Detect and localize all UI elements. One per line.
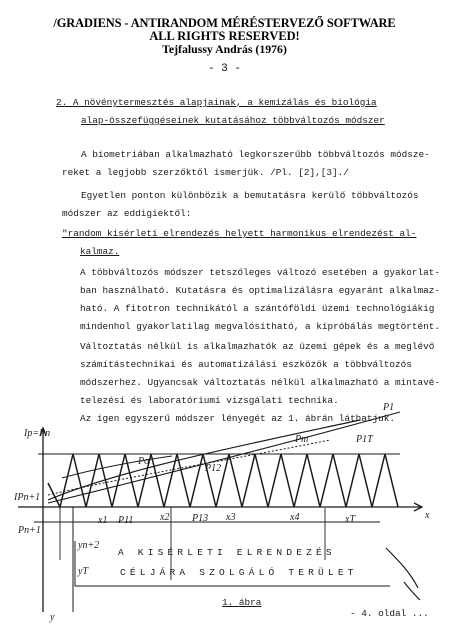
label-p12: P12 xyxy=(205,463,222,474)
section-heading-line1: 2. A növénytermesztés alapjainak, a kemizálás és biológia xyxy=(56,97,377,108)
label-p1t: P1T xyxy=(356,434,373,445)
header-rights: ALL RIGHTS RESERVED! xyxy=(149,29,300,43)
label-yt: yT xyxy=(78,566,88,577)
label-po: Po xyxy=(138,456,150,467)
label-x4: x4 xyxy=(290,512,300,523)
label-yn2: yn+2 xyxy=(78,540,100,551)
label-p1: P1 xyxy=(383,402,395,413)
paragraph4-line4: mindenhol gyakorlatilag megvalósítható, a kipróbálás megtörtént. xyxy=(80,321,441,332)
paragraph2-line1: Egyetlen ponton különbözik a bemutatásra kerülő többváltozós xyxy=(81,190,419,201)
label-xt: xT xyxy=(345,514,355,525)
section-heading-line2: alap-összefüggéseinek kutatásához többváltozós módszer xyxy=(81,115,385,126)
label-ipn1: IPn+1 xyxy=(14,492,41,503)
paragraph3-line1: "random kisérleti elrendezés helyett harmonikus elrendezést al- xyxy=(62,228,417,239)
paragraph1-line1: A biometriában alkalmazható legkorszerűbb többváltozós módsze- xyxy=(81,149,430,160)
paragraph4-line6: számítástechnikai és automatizálási eszközök a többváltozós xyxy=(80,359,412,370)
header-author: Tejfalussy András (1976) xyxy=(162,42,287,56)
label-p13: P13 xyxy=(192,513,209,524)
swoosh-mark-2 xyxy=(404,582,420,600)
label-ipn: Ip=Pn xyxy=(24,428,51,439)
label-x2: x2 xyxy=(160,512,170,523)
label-pm: Pm xyxy=(295,434,309,445)
paragraph4-line5: Változtatás nélkül is alkalmazhatók az üzemi gépek és a meglévő xyxy=(80,341,435,352)
paragraph2-line2: módszer az eddigiektől: xyxy=(62,208,192,219)
label-y-axis: y xyxy=(50,612,55,623)
paragraph4-line3: ható. A fitotron technikától a szántóföldi üzemi technológiákig xyxy=(80,303,435,314)
band-text-line1: A KISÉRLETI ELRENDEZÉS xyxy=(118,547,336,558)
paragraph1-line2: reket a legjobb szerzőktől ismerjük. /Pl. [2],[3]./ xyxy=(62,167,349,178)
figure-caption: 1. ábra xyxy=(222,597,262,608)
paragraph4-line1: A többváltozós módszer tetszőleges változó esetében a gyakorlat- xyxy=(80,267,441,278)
paragraph4-line7: módszerhez. Ugyancsak változtatás nélkül alkalmazható a mintavé- xyxy=(80,377,441,388)
paragraph4-line9: Az igen egyszerű módszer lényegét az 1. ábrán láthatjuk. xyxy=(80,413,396,424)
band-text-line2: CÉLJÁRA SZOLGÁLÓ TERÜLET xyxy=(120,567,358,578)
footer-continuation: - 4. oldal ... xyxy=(350,608,429,619)
label-x3: x3 xyxy=(226,512,236,523)
curve-p1 xyxy=(48,412,400,503)
page-number: - 3 - xyxy=(207,63,241,75)
header-title: /GRADIENS - ANTIRANDOM MÉRÉSTERVEZŐ SOFTWARE xyxy=(53,16,396,30)
label-pn1: Pn+1 xyxy=(18,525,41,536)
label-x-axis: x xyxy=(425,510,430,521)
label-p11: P11 xyxy=(118,515,134,526)
paragraph4-line2: ban használható. Kutatásra és optimalizálásra egyaránt alkalmaz- xyxy=(80,285,441,296)
label-x1: x1 xyxy=(98,515,108,526)
paragraph3-line2: kalmaz. xyxy=(80,246,120,257)
swoosh-mark xyxy=(386,548,418,588)
paragraph4-line8: telezési és laboratóriumi vizsgálati technika. xyxy=(80,395,339,406)
harmonic-zigzag xyxy=(48,454,398,507)
